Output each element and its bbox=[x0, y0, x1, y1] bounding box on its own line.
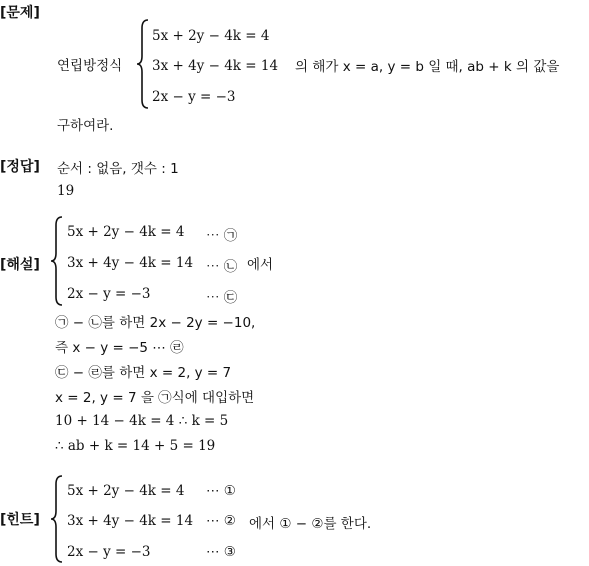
problem-tail: 의 해가 x = a, y = b 일 때, ab + k 의 값을 bbox=[295, 59, 560, 75]
hint-eq-3: 2x − y = −3 bbox=[67, 544, 151, 560]
problem-lead: 연립방정식 bbox=[57, 58, 123, 74]
hint-eq-2: 3x + 4y − 4k = 14 bbox=[67, 513, 194, 529]
solution-step-3: ㉢ − ㉣를 하면 x = 2, y = 7 bbox=[55, 365, 232, 381]
hint-brace bbox=[50, 474, 64, 564]
solution-eq-1: 5x + 2y − 4k = 4 bbox=[67, 224, 185, 240]
solution-eq-3: 2x − y = −3 bbox=[67, 286, 151, 302]
hint-eq-1: 5x + 2y − 4k = 4 bbox=[67, 483, 185, 499]
problem-tag: [문제] bbox=[0, 5, 40, 21]
hint-tag: [힌트] bbox=[0, 512, 40, 528]
problem-eq-3: 2x − y = −3 bbox=[152, 89, 236, 105]
solution-step-5: 10 + 14 − 4k = 4 ∴ k = 5 bbox=[55, 413, 229, 429]
hint-mark-1: ⋯ ① bbox=[206, 483, 236, 499]
solution-from: 에서 bbox=[247, 257, 274, 273]
solution-mark-3: ⋯ ㉢ bbox=[206, 290, 238, 306]
problem-brace bbox=[136, 18, 150, 110]
solution-step-2: 즉 x − y = −5 ⋯ ㉣ bbox=[55, 340, 184, 356]
hint-note: 에서 ① − ②를 한다. bbox=[249, 516, 372, 532]
answer-value: 19 bbox=[57, 183, 75, 199]
hint-mark-3: ⋯ ③ bbox=[206, 544, 236, 560]
hint-mark-2: ⋯ ② bbox=[206, 513, 236, 529]
solution-step-4: x = 2, y = 7 을 ㉠식에 대입하면 bbox=[55, 390, 255, 406]
solution-mark-2: ⋯ ㉡ bbox=[206, 259, 238, 275]
problem-cont: 구하여라. bbox=[57, 118, 114, 134]
answer-tag: [정답] bbox=[0, 159, 40, 175]
solution-step-6: ∴ ab + k = 14 + 5 = 19 bbox=[55, 438, 216, 454]
solution-mark-1: ⋯ ㉠ bbox=[206, 228, 238, 244]
problem-eq-2: 3x + 4y − 4k = 14 bbox=[152, 58, 279, 74]
solution-step-1: ㉠ − ㉡를 하면 2x − 2y = −10, bbox=[55, 315, 256, 331]
solution-eq-2: 3x + 4y − 4k = 14 bbox=[67, 255, 194, 271]
answer-meta: 순서 : 없음, 갯수 : 1 bbox=[57, 161, 179, 177]
solution-brace bbox=[50, 215, 64, 307]
problem-eq-1: 5x + 2y − 4k = 4 bbox=[152, 28, 270, 44]
solution-tag: [해설] bbox=[0, 257, 40, 273]
